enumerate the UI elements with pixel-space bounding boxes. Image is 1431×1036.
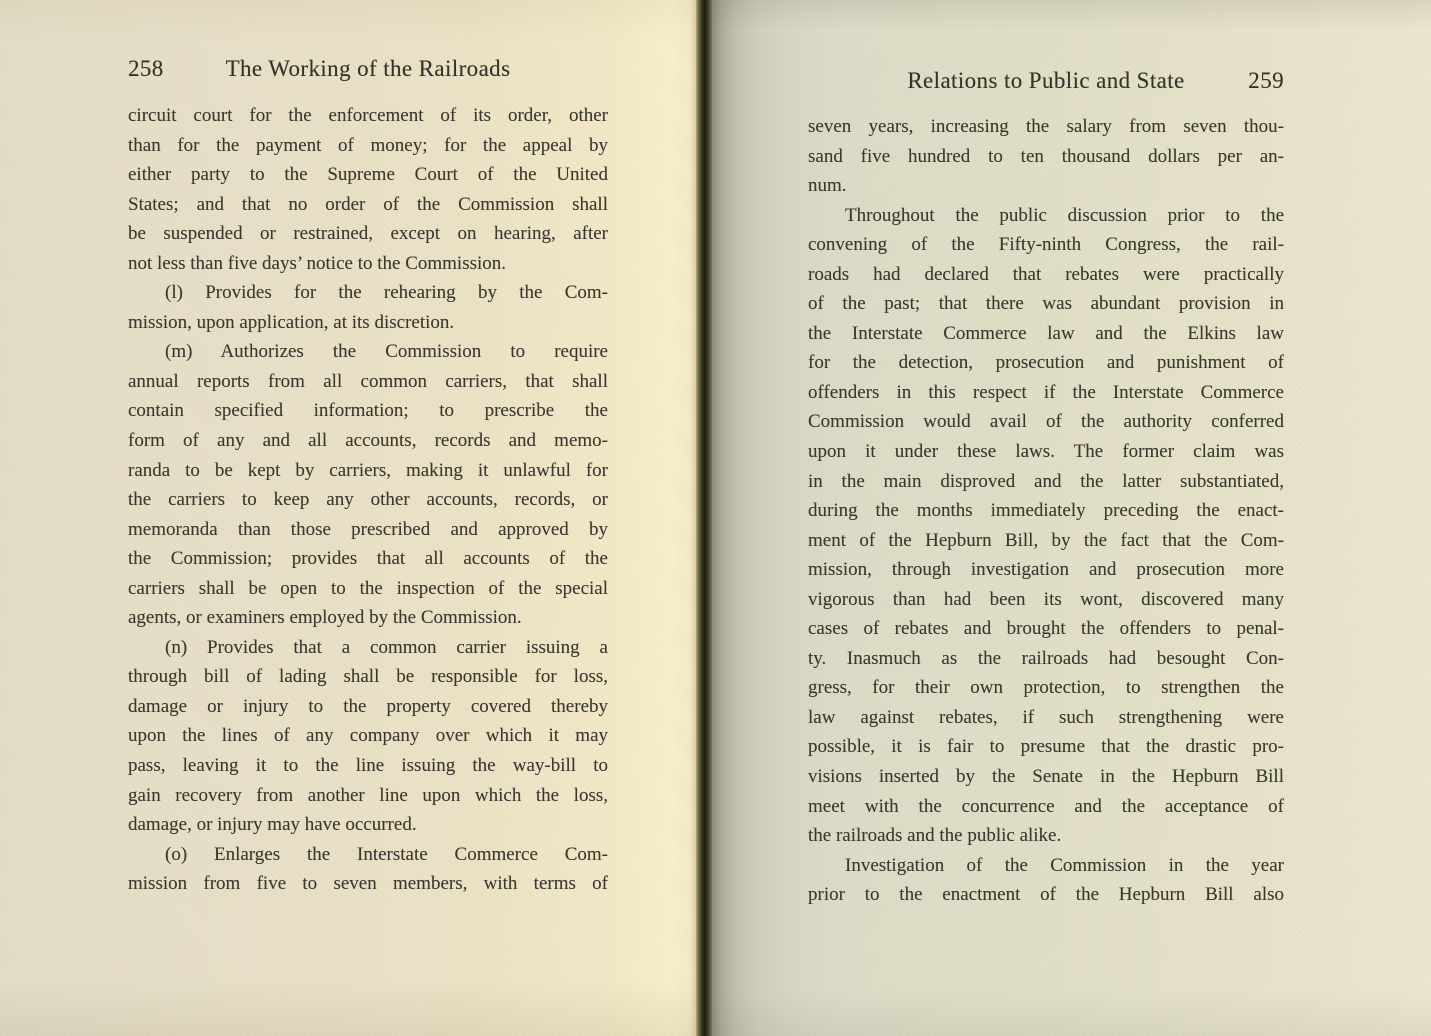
text-line: law against rebates, if such strengthening were — [808, 706, 1284, 728]
text-line: the Interstate Commerce law and the Elkins law — [808, 322, 1284, 344]
text-line: Investigation of the Commission in the year — [845, 854, 1284, 876]
left-page — [0, 0, 697, 1036]
text-line: memoranda than those prescribed and approved by — [128, 518, 608, 540]
right-page — [712, 0, 1431, 1036]
text-line: the Commission; provides that all accounts of the — [128, 548, 608, 570]
text-line: be suspended or restrained, except on hearing, after — [128, 223, 608, 245]
left-running-title: The Working of the Railroads — [225, 56, 511, 81]
text-line: the railroads and the public alike. — [808, 825, 1062, 847]
left-page-text — [128, 101, 608, 899]
text-line: vigorous than had been its wont, discovered many — [808, 588, 1284, 610]
text-line: possible, it is fair to presume that the drastic pro- — [808, 736, 1284, 758]
text-line: mission, upon application, at its discretion. — [128, 311, 455, 333]
text-line: either party to the Supreme Court of the United — [128, 164, 608, 186]
text-line: agents, or examiners employed by the Commission. — [128, 607, 522, 629]
book-gutter — [696, 0, 713, 1036]
text-line: seven years, increasing the salary from seven thou- — [808, 116, 1284, 137]
text-line: States; and that no order of the Commission shall — [128, 193, 608, 215]
left-page-number: 258 — [128, 56, 164, 81]
right-page-header — [808, 68, 1284, 94]
text-line: Commission would avail of the authority conferred — [808, 411, 1284, 433]
text-line: in the main disproved and the latter substantiated, — [808, 470, 1284, 492]
text-line: ty. Inasmuch as the railroads had besought Con- — [808, 647, 1284, 669]
text-line: mission from five to seven members, with terms of — [128, 873, 608, 895]
text-line: of the past; that there was abundant provision in — [808, 293, 1284, 315]
text-line: upon it under these laws. The former claim was — [808, 441, 1284, 463]
text-line: cases of rebates and brought the offenders to penal- — [808, 618, 1284, 640]
text-line: form of any and all accounts, records and memo- — [128, 430, 608, 452]
text-line: gress, for their own protection, to strengthen the — [808, 677, 1284, 699]
text-line: during the months immediately preceding the enact- — [808, 500, 1284, 522]
text-line: meet with the concurrence and the acceptance of — [808, 795, 1284, 817]
text-line: mission, through investigation and prosecution more — [808, 559, 1284, 581]
text-line: roads had declared that rebates were practically — [808, 263, 1284, 285]
text-line: circuit court for the enforcement of its order, other — [128, 105, 608, 126]
text-line: (n) Provides that a common carrier issuing a — [165, 636, 608, 658]
text-line: contain specified information; to prescribe the — [128, 400, 608, 422]
text-line: damage or injury to the property covered thereby — [128, 695, 608, 717]
text-line: (l) Provides for the rehearing by the Com- — [165, 282, 608, 304]
text-line: the carriers to keep any other accounts, records, or — [128, 489, 608, 511]
text-line: gain recovery from another line upon which the loss, — [128, 784, 608, 806]
text-line: through bill of lading shall be responsible for loss, — [128, 666, 608, 688]
text-line: (o) Enlarges the Interstate Commerce Com- — [165, 843, 608, 865]
text-line: sand five hundred to ten thousand dollars per an- — [808, 145, 1284, 167]
text-line: prior to the enactment of the Hepburn Bill also — [808, 884, 1284, 906]
right-running-title: Relations to Public and State — [907, 68, 1185, 93]
text-line: Throughout the public discussion prior to the — [845, 204, 1284, 226]
text-line: visions inserted by the Senate in the Hepburn Bill — [808, 766, 1284, 788]
text-line: than for the payment of money; for the appeal by — [128, 134, 608, 156]
text-line: num. — [808, 175, 847, 197]
text-line: pass, leaving it to the line issuing the way-bill to — [128, 755, 608, 777]
text-line: not less than five days’ notice to the Commission. — [128, 252, 507, 274]
right-page-text — [808, 112, 1284, 910]
text-line: convening of the Fifty-ninth Congress, the rail- — [808, 234, 1284, 256]
text-line: offenders in this respect if the Interstate Commerce — [808, 381, 1284, 403]
text-line: upon the lines of any company over which it may — [128, 725, 608, 747]
text-line: (m) Authorizes the Commission to require — [165, 341, 608, 363]
text-line: randa to be kept by carriers, making it unlawful for — [128, 459, 608, 481]
right-page-number: 259 — [1248, 68, 1284, 93]
text-line: damage, or injury may have occurred. — [128, 814, 417, 836]
text-line: annual reports from all common carriers, that shall — [128, 370, 608, 392]
text-line: carriers shall be open to the inspection of the special — [128, 577, 608, 599]
text-line: ment of the Hepburn Bill, by the fact that the Com- — [808, 529, 1284, 551]
left-page-header — [128, 56, 608, 82]
text-line: for the detection, prosecution and punishment of — [808, 352, 1284, 374]
